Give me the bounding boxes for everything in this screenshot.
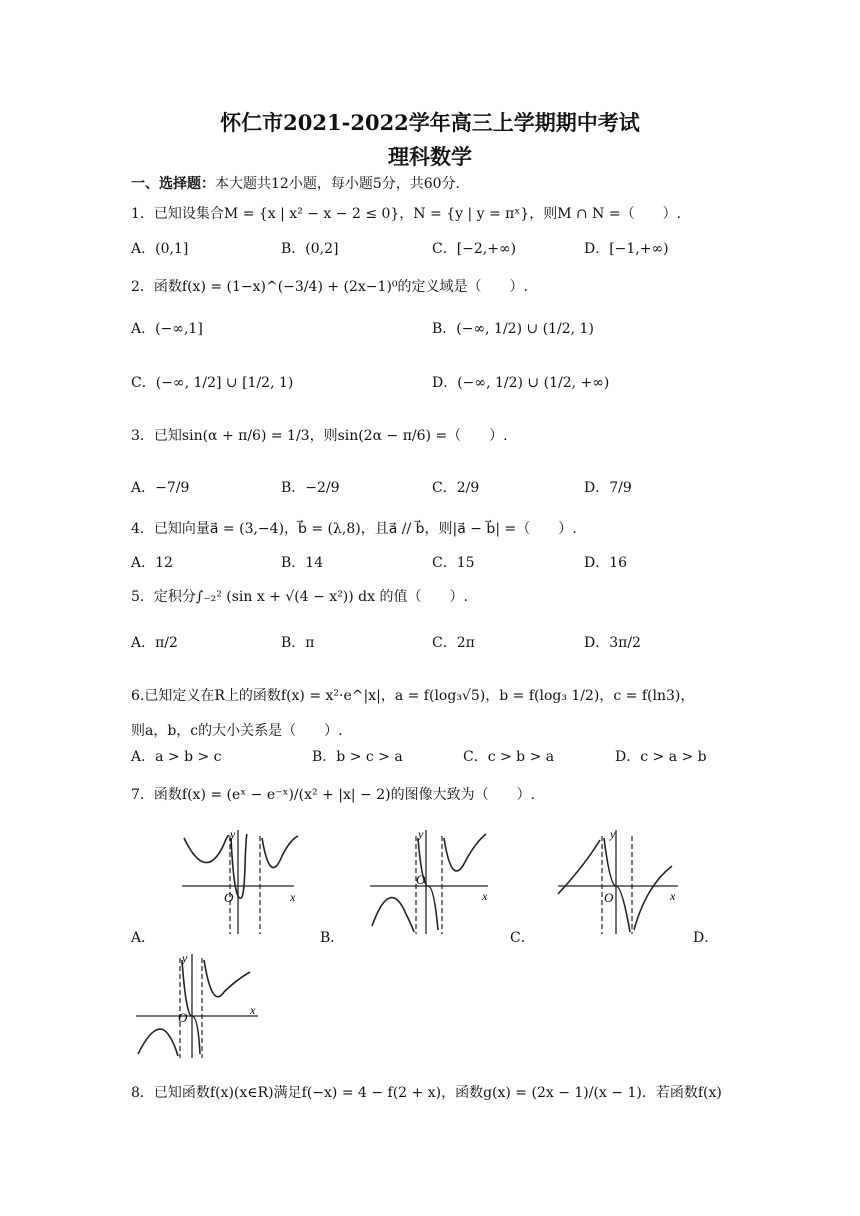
question-7-stem: 7．函数f(x) = (eˣ − e⁻ˣ)/(x² + |x| − 2)的图像大致为（ ）. <box>131 787 536 803</box>
q7-option-c: C． <box>510 930 535 946</box>
q6-option-b: B．b > c > a <box>312 749 403 765</box>
q5-option-d: D．3π/2 <box>584 635 641 651</box>
q3-option-c: C．2/9 <box>432 480 480 496</box>
q7-option-d: D． <box>693 930 719 946</box>
q7-graph-d-x-label: x <box>250 1003 256 1017</box>
q6-option-c: C．c > b > a <box>463 749 555 765</box>
q5-option-b: B．π <box>281 635 315 651</box>
q4-option-a: A．12 <box>131 555 173 571</box>
q6-option-a: A．a > b > c <box>131 749 222 765</box>
q7-graph-c-origin: O <box>604 890 614 905</box>
q7-graph-a-x-label: x <box>290 890 296 904</box>
section-instruction: 本大题共12小题，每小题5分，共60分. <box>215 176 460 192</box>
question-4-stem: 4．已知向量a⃗ = (3,−4)，b⃗ = (λ,8)，且a⃗ // b⃗，则|a⃗ − b⃗| =（ ）. <box>131 521 577 537</box>
q7-graph-a-y-label: y <box>230 827 236 841</box>
q7-option-b: B． <box>320 930 345 946</box>
q1-option-c: C．[−2,+∞) <box>432 241 517 257</box>
question-8-stem: 8．已知函数f(x)(x∈R)满足f(−x) = 4 − f(2 + x)，函数g(x) = (2x − 1)/(x − 1)．若函数f(x) <box>131 1085 722 1101</box>
q7-graph-c-x-label: x <box>670 889 676 903</box>
q3-option-b: B．−2/9 <box>281 480 340 496</box>
q5-option-a: A．π/2 <box>131 635 178 651</box>
q1-option-d: D．[−1,+∞) <box>584 241 669 257</box>
q7-graph-b <box>366 826 494 938</box>
q7-graph-b-origin: O <box>416 872 426 887</box>
q1-option-a: A．(0,1] <box>131 241 189 257</box>
question-6-stem-cont: 则a，b，c的大小关系是（ ）. <box>131 723 343 739</box>
q7-graph-a <box>178 826 306 938</box>
q3-option-d: D．7/9 <box>584 480 632 496</box>
q5-option-c: C．2π <box>432 635 475 651</box>
q3-option-a: A．−7/9 <box>131 480 190 496</box>
page-subtitle: 理科数学 <box>388 144 472 169</box>
q7-graph-b-y-label: y <box>418 827 424 841</box>
question-6-stem: 6.已知定义在R上的函数f(x) = x²·e^|x|，a = f(log₃√5)，b = f(log₃ 1/2)，c = f(ln3)， <box>131 688 695 704</box>
question-1-stem: 1．已知设集合M = {x | x² − x − 2 ≤ 0}，N = {y | y = πˣ}，则M ∩ N =（ ）. <box>131 206 682 222</box>
q7-graph-d-y-label: y <box>182 951 188 965</box>
q6-option-d: D．c > a > b <box>615 749 707 765</box>
q4-option-b: B．14 <box>281 555 324 571</box>
q2-option-b: B．(−∞, 1/2) ∪ (1/2, 1) <box>432 321 594 337</box>
q7-graph-c-y-label: y <box>610 827 616 841</box>
q7-graph-b-x-label: x <box>482 889 488 903</box>
question-5-stem: 5．定积分∫₋₂² (sin x + √(4 − x²)) dx 的值（ ）. <box>131 589 468 605</box>
q7-graph-c <box>554 826 682 938</box>
q2-option-a: A．(−∞,1] <box>131 321 203 337</box>
q1-option-b: B．(0,2] <box>281 241 339 257</box>
section-label: 一、选择题： <box>131 176 215 192</box>
page-title: 怀仁市2021-2022学年高三上学期期中考试 <box>220 110 640 135</box>
question-2-stem: 2．函数f(x) = (1−x)^(−3/4) + (2x−1)⁰的定义域是（ ）. <box>131 279 528 295</box>
q2-option-c: C．(−∞, 1/2] ∪ [1/2, 1) <box>131 375 294 391</box>
question-3-stem: 3．已知sin(α + π/6) = 1/3，则sin(2α − π/6) =（ ）. <box>131 428 508 444</box>
section-header <box>131 173 460 193</box>
q2-option-d: D．(−∞, 1/2) ∪ (1/2, +∞) <box>432 375 610 391</box>
q7-graph-d <box>132 950 264 1062</box>
q7-graph-a-origin: O <box>224 890 234 905</box>
q7-option-a: A． <box>131 930 156 946</box>
q4-option-c: C．15 <box>432 555 475 571</box>
q7-graph-d-origin: O <box>178 1010 188 1025</box>
q4-option-d: D．16 <box>584 555 628 571</box>
